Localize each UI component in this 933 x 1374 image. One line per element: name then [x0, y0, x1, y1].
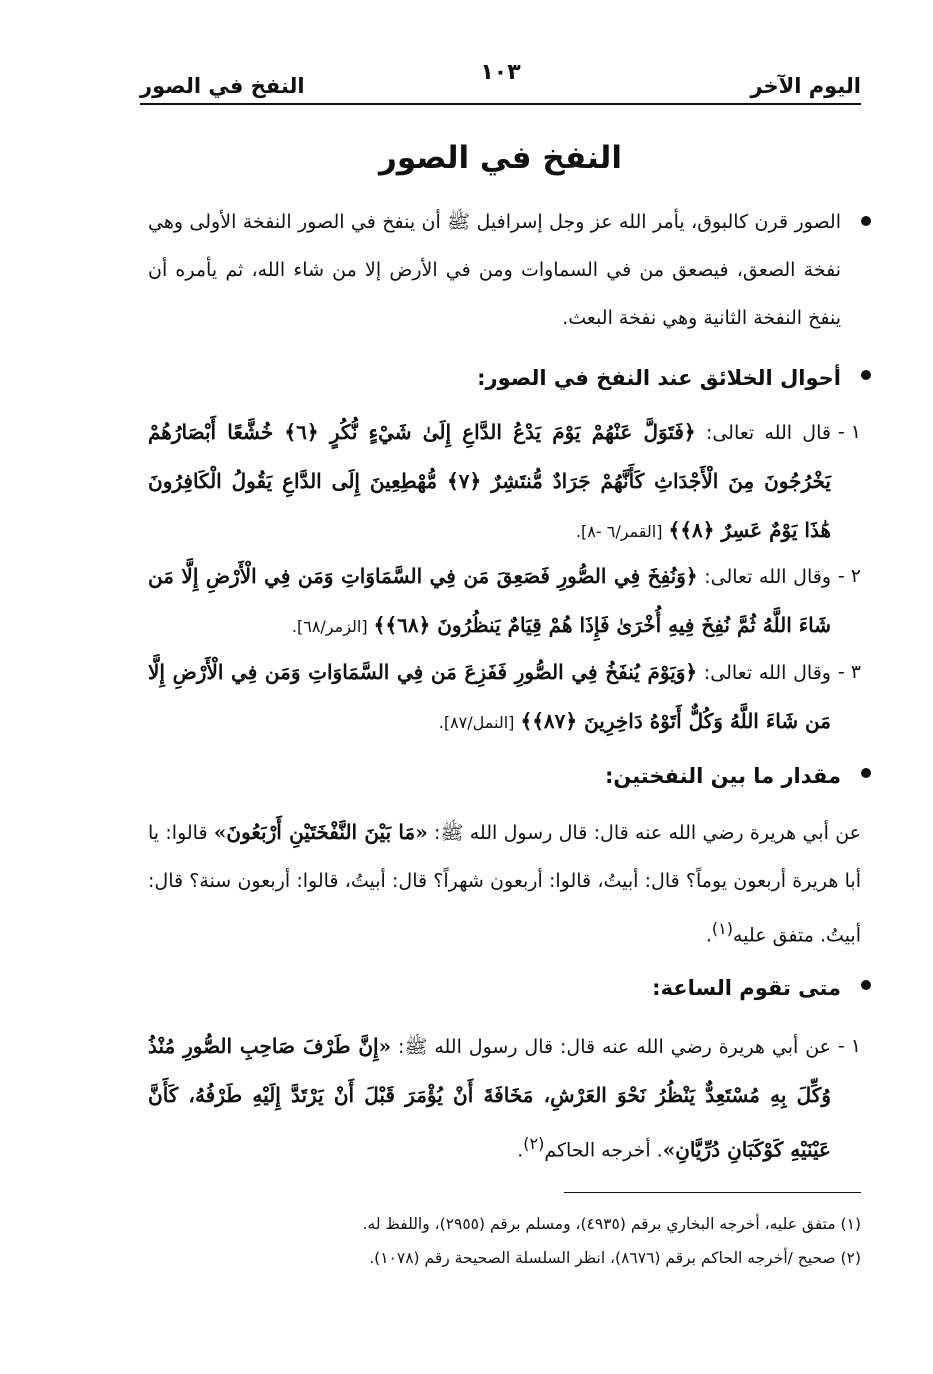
book-title: اليوم الآخر	[750, 74, 861, 98]
hadith-text: «مَا بَيْنَ النَّفْخَتَيْنِ أَرْبَعُونَ»	[213, 820, 428, 844]
page-number: ١٠٣	[480, 60, 521, 85]
section-interval-heading	[148, 756, 841, 796]
hadith-text: «إِنَّ طَرْفَ صَاحِبِ الصُّورِ مُنْذُ وُكِّلَ بِهِ مُسْتَعِدٌّ يَنْظُرُ نَحْوَ العَرْشِ، مَخَافَةَ أَنْ يُؤْمَرَ قَبْلَ أَنْ يَرْتَدَّ إِلَيْهِ طَرْفُهُ، كَأَنَّ عَيْنَيْهِ كَوْكَبَانِ دُرِّيَّانِ»	[148, 1034, 831, 1162]
section-heading: متى تقوم الساعة:	[652, 976, 841, 1000]
quran-item-2	[148, 552, 861, 651]
footnote-marker: (٢)	[523, 1134, 545, 1153]
running-header	[140, 60, 861, 104]
section-heading: أحوال الخلائق عند النفخ في الصور:	[477, 366, 841, 390]
verse-reference: [الزمر/٦٨].	[291, 617, 368, 636]
hadith-continuation: . أخرجه الحاكم	[544, 1139, 663, 1162]
quran-verse: ﴿وَنُفِخَ فِي الصُّورِ فَصَعِقَ مَن فِي السَّمَاوَاتِ وَمَن فِي الْأَرْضِ إِلَّا مَن شَاءَ اللَّهُ ثُمَّ نُفِخَ فِيهِ أُخْرَىٰ فَإِذَا هُمْ قِيَامٌ يَنظُرُونَ ﴿٦٨﴾﴾	[148, 564, 831, 637]
bullet-icon	[861, 980, 871, 990]
item-number: ٢ -	[837, 565, 861, 587]
item-lead: قال الله تعالى:	[705, 422, 831, 444]
footnote-1: (١) متفق عليه، أخرجه البخاري برقم (٤٩٣٥)، ومسلم برقم (٢٩٥٥)، واللفظ له.	[362, 1215, 861, 1233]
quran-item-1	[148, 408, 861, 556]
section-hour-heading	[148, 968, 841, 1008]
section-heading: مقدار ما بين النفختين:	[604, 764, 841, 788]
hadith-hour	[148, 1022, 861, 1174]
footnote-rule	[564, 1192, 861, 1193]
footnote-2: (٢) صحيح /أخرجه الحاكم برقم (٨٦٧٦)، انظر السلسلة الصحيحة رقم (١٠٧٨).	[369, 1249, 861, 1267]
sentence-end: .	[705, 924, 712, 947]
intro-paragraph: الصور قرن كالبوق، يأمر الله عز وجل إسرافيل ﷺ أن ينفخ في الصور النفخة الأولى وهي نفخة الصعق، فيصعق من في السماوات ومن في الأرض إلا من شاء الله، ثم يأمره أن ينفخ النفخة الثانية وهي نفخة البعث.	[148, 211, 841, 329]
hadith-intro: عن أبي هريرة رضي الله عنه قال: قال رسول الله ﷺ:	[398, 1036, 831, 1058]
bullet-icon	[861, 768, 871, 778]
item-number: ٣ -	[837, 661, 861, 683]
item-number: ١ -	[837, 421, 861, 443]
quran-item-3	[148, 648, 861, 747]
bullet-icon	[861, 216, 871, 226]
page-title: النفخ في الصور	[379, 140, 622, 176]
bullet-icon	[861, 370, 871, 380]
verse-reference: [النمل/٨٧].	[438, 713, 515, 732]
item-lead: وقال الله تعالى:	[703, 662, 831, 684]
quran-verse: ﴿وَيَوْمَ يُنفَخُ فِي الصُّورِ فَفَزِعَ مَن فِي السَّمَاوَاتِ وَمَن فِي الْأَرْضِ إِلَّا مَن شَاءَ اللَّهُ وَكُلٌّ أَتَوْهُ دَاخِرِينَ ﴿٨٧﴾﴾	[148, 660, 831, 733]
section-states-heading	[148, 358, 841, 398]
intro-block	[148, 198, 841, 342]
hadith-continuation: قالوا: يا أبا هريرة أربعون يوماً؟ قال: أبيتُ، قالوا: أربعون شهراً؟ قال: أبيتُ، قالوا: أربعون سنة؟ قال: أبيتُ. متفق عليه	[148, 822, 861, 947]
sentence-end: .	[517, 1139, 524, 1162]
footnote-marker: (١)	[711, 919, 733, 938]
verse-reference: [القمر/٦ -٨].	[575, 522, 663, 541]
hadith-interval	[148, 808, 861, 959]
header-rule	[140, 103, 861, 105]
item-number: ١ -	[837, 1035, 861, 1057]
chapter-title: النفخ في الصور	[140, 74, 305, 98]
item-lead: وقال الله تعالى:	[704, 566, 831, 588]
hadith-intro: عن أبي هريرة رضي الله عنه قال: قال رسول الله ﷺ:	[434, 822, 861, 844]
quran-verse: ﴿فَتَوَلَّ عَنْهُمْ يَوْمَ يَدْعُ الدَّاعِ إِلَىٰ شَيْءٍ نُّكُرٍ ﴿٦﴾ خُشَّعًا أَبْصَارُهُمْ يَخْرُجُونَ مِنَ الْأَجْدَاثِ كَأَنَّهُمْ جَرَادٌ مُّنتَشِرٌ ﴿٧﴾ مُّهْطِعِينَ إِلَى الدَّاعِ يَقُولُ الْكَافِرُونَ هَٰذَا يَوْمٌ عَسِرٌ ﴿٨﴾﴾	[148, 420, 832, 542]
